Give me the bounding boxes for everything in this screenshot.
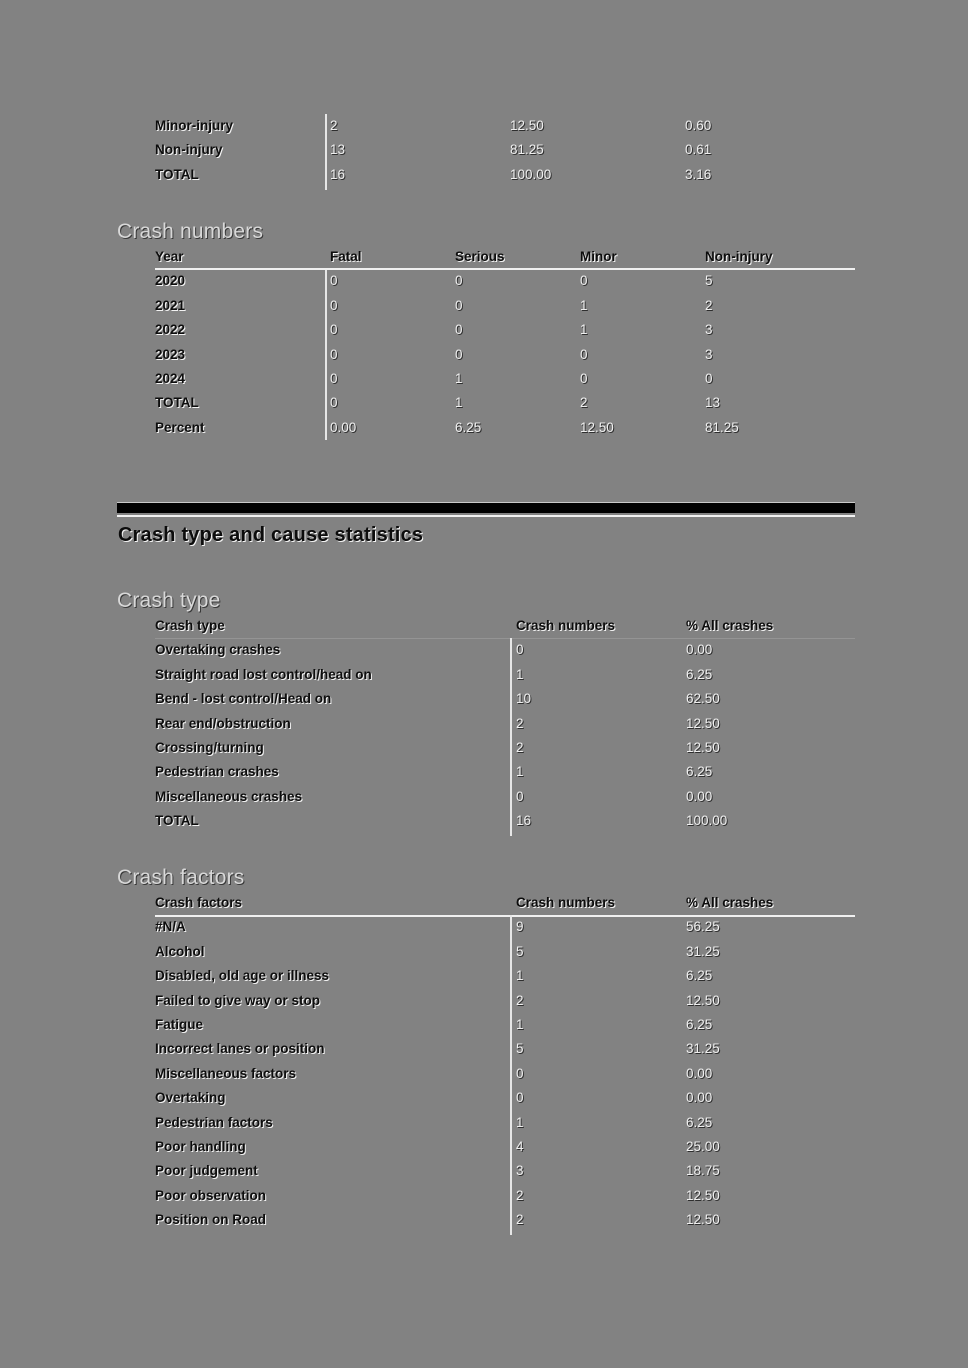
crash-factors-row-label: Miscellaneous factors [155, 1065, 297, 1081]
crash-numbers-column-header: Year [155, 249, 184, 264]
crash-numbers-column-header: Fatal [330, 249, 362, 264]
crash-factors-cell-crash_numbers: 3 [516, 1163, 524, 1179]
crash-numbers-cell-serious: 0 [455, 346, 463, 362]
injury-summary-row-label: TOTAL [155, 166, 199, 182]
crash-numbers-row-label: 2020 [155, 273, 186, 289]
crash-factors-cell-crash_numbers: 2 [516, 1187, 524, 1203]
crash-numbers-cell-non_injury: 2 [705, 297, 713, 313]
crash-type-cell-crash_numbers: 16 [516, 813, 532, 829]
crash-type-table [155, 614, 855, 834]
crash-numbers-row-label: 2022 [155, 322, 186, 338]
crash-numbers-cell-fatal: 0 [330, 371, 338, 387]
crash-factors-column-header: Crash factors [155, 895, 243, 910]
crash-factors-row-label: #N/A [155, 919, 186, 935]
crash-numbers-cell-serious: 6.25 [455, 419, 482, 435]
separator-underline [117, 515, 855, 517]
table-row [155, 343, 855, 367]
crash-numbers-cell-non_injury: 3 [705, 346, 713, 362]
crash-numbers-body [155, 269, 855, 440]
crash-numbers-cell-serious: 0 [455, 297, 463, 313]
crash-factors-cell-percent_all: 6.25 [686, 968, 713, 984]
crash-type-cell-crash_numbers: 1 [516, 764, 524, 780]
crash-numbers-cell-fatal: 0 [330, 297, 338, 313]
crash-type-cell-crash_numbers: 1 [516, 666, 524, 682]
crash-factors-row-label: Poor observation [155, 1187, 267, 1203]
table-row [155, 138, 855, 162]
crash-numbers-column-header: Non-injury [705, 249, 773, 264]
crash-numbers-cell-fatal: 0 [330, 395, 338, 411]
crash-type-row-label: Straight road lost control/head on [155, 666, 372, 682]
crash-type-cell-percent_all: 6.25 [686, 764, 713, 780]
crash-factors-row-label: Alcohol [155, 943, 205, 959]
crash-type-cell-percent_all: 12.50 [686, 740, 720, 756]
section-title: Crash type and cause statistics [118, 524, 424, 546]
crash-type-row-label: TOTAL [155, 813, 199, 829]
crash-factors-cell-percent_all: 56.25 [686, 919, 720, 935]
section-separator-bar [117, 503, 855, 513]
crash-numbers-cell-fatal: 0.00 [330, 419, 357, 435]
crash-factors-heading: Crash factors [117, 866, 245, 889]
table-row [155, 1037, 855, 1061]
crash-factors-cell-percent_all: 6.25 [686, 1017, 713, 1033]
crash-factors-row-label: Overtaking [155, 1090, 226, 1106]
crash-numbers-heading: Crash numbers [117, 220, 264, 243]
crash-numbers-header-row [155, 245, 855, 269]
crash-type-body [155, 638, 855, 833]
crash-numbers-cell-non_injury: 0 [705, 371, 713, 387]
crash-numbers-row-label: TOTAL [155, 395, 199, 411]
table-row [155, 294, 855, 318]
injury-summary-cell-crash_numbers: 16 [330, 166, 346, 182]
table-row [155, 391, 855, 415]
crash-factors-column-header: Crash numbers [516, 895, 616, 910]
crash-factors-head [155, 891, 855, 915]
crash-type-cell-percent_all: 0.00 [686, 788, 713, 804]
crash-factors-row-label: Poor handling [155, 1139, 246, 1155]
crash-factors-cell-crash_numbers: 1 [516, 968, 524, 984]
crash-factors-cell-crash_numbers: 0 [516, 1065, 524, 1081]
crash-factors-cell-crash_numbers: 1 [516, 1114, 524, 1130]
crash-type-cell-percent_all: 62.50 [686, 691, 720, 707]
table-row [155, 989, 855, 1013]
table-row [155, 1062, 855, 1086]
table-row [155, 760, 855, 784]
crash-numbers-row-label: 2024 [155, 371, 186, 387]
crash-type-row-label: Overtaking crashes [155, 642, 281, 658]
crash-numbers-cell-fatal: 0 [330, 346, 338, 362]
table-row [155, 269, 855, 293]
table-row [155, 114, 855, 138]
crash-type-cell-percent_all: 100.00 [686, 813, 728, 829]
crash-factors-cell-percent_all: 0.00 [686, 1065, 713, 1081]
crash-type-row-label: Rear end/obstruction [155, 715, 291, 731]
crash-numbers-cell-minor: 1 [580, 297, 588, 313]
table-row [155, 1159, 855, 1183]
crash-factors-row-label: Failed to give way or stop [155, 992, 321, 1008]
crash-numbers-column-header: Serious [455, 249, 505, 264]
crash-factors-row-label: Poor judgement [155, 1163, 258, 1179]
crash-numbers-cell-minor: 0 [580, 273, 588, 289]
crash-numbers-cell-fatal: 0 [330, 322, 338, 338]
crash-numbers-cell-minor: 0 [580, 346, 588, 362]
injury-summary-cell-crash_numbers: 13 [330, 142, 346, 158]
crash-numbers-cell-minor: 2 [580, 395, 588, 411]
crash-factors-cell-crash_numbers: 1 [516, 1017, 524, 1033]
crash-type-cell-crash_numbers: 2 [516, 740, 524, 756]
crash-numbers-cell-serious: 1 [455, 395, 463, 411]
table-row [155, 638, 855, 662]
crash-numbers-table [155, 245, 855, 440]
crash-type-column-header: Crash numbers [516, 618, 616, 633]
table-row [155, 1208, 855, 1232]
crash-factors-column-header: % All crashes [686, 895, 774, 910]
crash-numbers-cell-non_injury: 13 [705, 395, 721, 411]
table-row [155, 367, 855, 391]
crash-factors-cell-percent_all: 12.50 [686, 1212, 720, 1228]
injury-summary-cell-rate: 0.61 [685, 142, 712, 158]
crash-factors-cell-crash_numbers: 5 [516, 1041, 524, 1057]
crash-factors-cell-crash_numbers: 2 [516, 1212, 524, 1228]
crash-factors-row-label: Incorrect lanes or position [155, 1041, 325, 1057]
crash-factors-cell-crash_numbers: 0 [516, 1090, 524, 1106]
table-row [155, 1184, 855, 1208]
table-row [155, 1111, 855, 1135]
crash-type-column-header: Crash type [155, 618, 225, 633]
injury-summary-cell-rate: 3.16 [685, 166, 712, 182]
crash-type-cell-crash_numbers: 2 [516, 715, 524, 731]
table-row [155, 687, 855, 711]
injury-summary-cell-percent_all: 81.25 [510, 142, 544, 158]
table-row [155, 736, 855, 760]
injury-summary-body [155, 114, 855, 187]
crash-type-column-header: % All crashes [686, 618, 774, 633]
crash-factors-cell-crash_numbers: 2 [516, 992, 524, 1008]
table-row [155, 1086, 855, 1110]
table-row [155, 940, 855, 964]
injury-summary-cell-percent_all: 100.00 [510, 166, 552, 182]
table-row [155, 915, 855, 939]
crash-numbers-cell-minor: 12.50 [580, 419, 614, 435]
table-row [155, 163, 855, 187]
crash-factors-cell-percent_all: 31.25 [686, 943, 720, 959]
crash-type-head [155, 614, 855, 638]
crash-factors-row-label: Fatigue [155, 1017, 204, 1033]
injury-summary-cell-crash_numbers: 2 [330, 118, 338, 133]
injury-summary-row-label: Minor-injury [155, 118, 233, 133]
crash-type-cell-percent_all: 0.00 [686, 642, 713, 658]
crash-numbers-cell-minor: 1 [580, 322, 588, 338]
crash-numbers-head [155, 245, 855, 269]
crash-numbers-cell-minor: 0 [580, 371, 588, 387]
crash-type-row-label: Bend - lost control/Head on [155, 691, 332, 707]
crash-type-cell-crash_numbers: 0 [516, 642, 524, 658]
table-row [155, 809, 855, 833]
table-row [155, 1135, 855, 1159]
injury-summary-cell-percent_all: 12.50 [510, 118, 544, 133]
crash-numbers-row-label: 2023 [155, 346, 186, 362]
crash-numbers-cell-serious: 0 [455, 322, 463, 338]
table-row [155, 663, 855, 687]
crash-numbers-cell-non_injury: 5 [705, 273, 713, 289]
crash-numbers-cell-non_injury: 81.25 [705, 419, 739, 435]
table-row [155, 416, 855, 440]
crash-factors-cell-crash_numbers: 9 [516, 919, 524, 935]
crash-factors-cell-percent_all: 12.50 [686, 992, 720, 1008]
crash-type-cell-percent_all: 12.50 [686, 715, 720, 731]
crash-factors-cell-percent_all: 12.50 [686, 1187, 720, 1203]
crash-factors-body [155, 915, 855, 1232]
crash-factors-cell-crash_numbers: 4 [516, 1139, 524, 1155]
crash-factors-cell-percent_all: 18.75 [686, 1163, 720, 1179]
crash-factors-cell-crash_numbers: 5 [516, 943, 524, 959]
crash-factors-row-label: Position on Road [155, 1212, 266, 1228]
crash-factors-cell-percent_all: 31.25 [686, 1041, 720, 1057]
crash-numbers-cell-non_injury: 3 [705, 322, 713, 338]
crash-factors-row-label: Pedestrian factors [155, 1114, 273, 1130]
crash-type-heading: Crash type [117, 589, 221, 612]
injury-summary-row-label: Non-injury [155, 142, 223, 158]
crash-type-header-row [155, 614, 855, 638]
injury-summary-table [155, 114, 855, 187]
crash-factors-cell-percent_all: 25.00 [686, 1139, 720, 1155]
table-row [155, 712, 855, 736]
crash-factors-cell-percent_all: 0.00 [686, 1090, 713, 1106]
crash-numbers-cell-fatal: 0 [330, 273, 338, 289]
crash-numbers-cell-serious: 0 [455, 273, 463, 289]
crash-type-row-label: Miscellaneous crashes [155, 788, 303, 804]
table-row [155, 964, 855, 988]
crash-numbers-column-header: Minor [580, 249, 617, 264]
crash-type-cell-percent_all: 6.25 [686, 666, 713, 682]
crash-numbers-row-label: Percent [155, 419, 205, 435]
injury-summary-cell-rate: 0.60 [685, 118, 712, 133]
crash-type-row-label: Crossing/turning [155, 740, 264, 756]
crash-factors-row-label: Disabled, old age or illness [155, 968, 330, 984]
crash-factors-header-row [155, 891, 855, 915]
crash-type-row-label: Pedestrian crashes [155, 764, 279, 780]
crash-numbers-cell-serious: 1 [455, 371, 463, 387]
table-row [155, 1013, 855, 1037]
crash-factors-cell-percent_all: 6.25 [686, 1114, 713, 1130]
crash-type-cell-crash_numbers: 0 [516, 788, 524, 804]
crash-numbers-row-label: 2021 [155, 297, 186, 313]
crash-factors-table [155, 891, 855, 1233]
crash-type-cell-crash_numbers: 10 [516, 691, 532, 707]
table-row [155, 785, 855, 809]
table-row [155, 318, 855, 342]
